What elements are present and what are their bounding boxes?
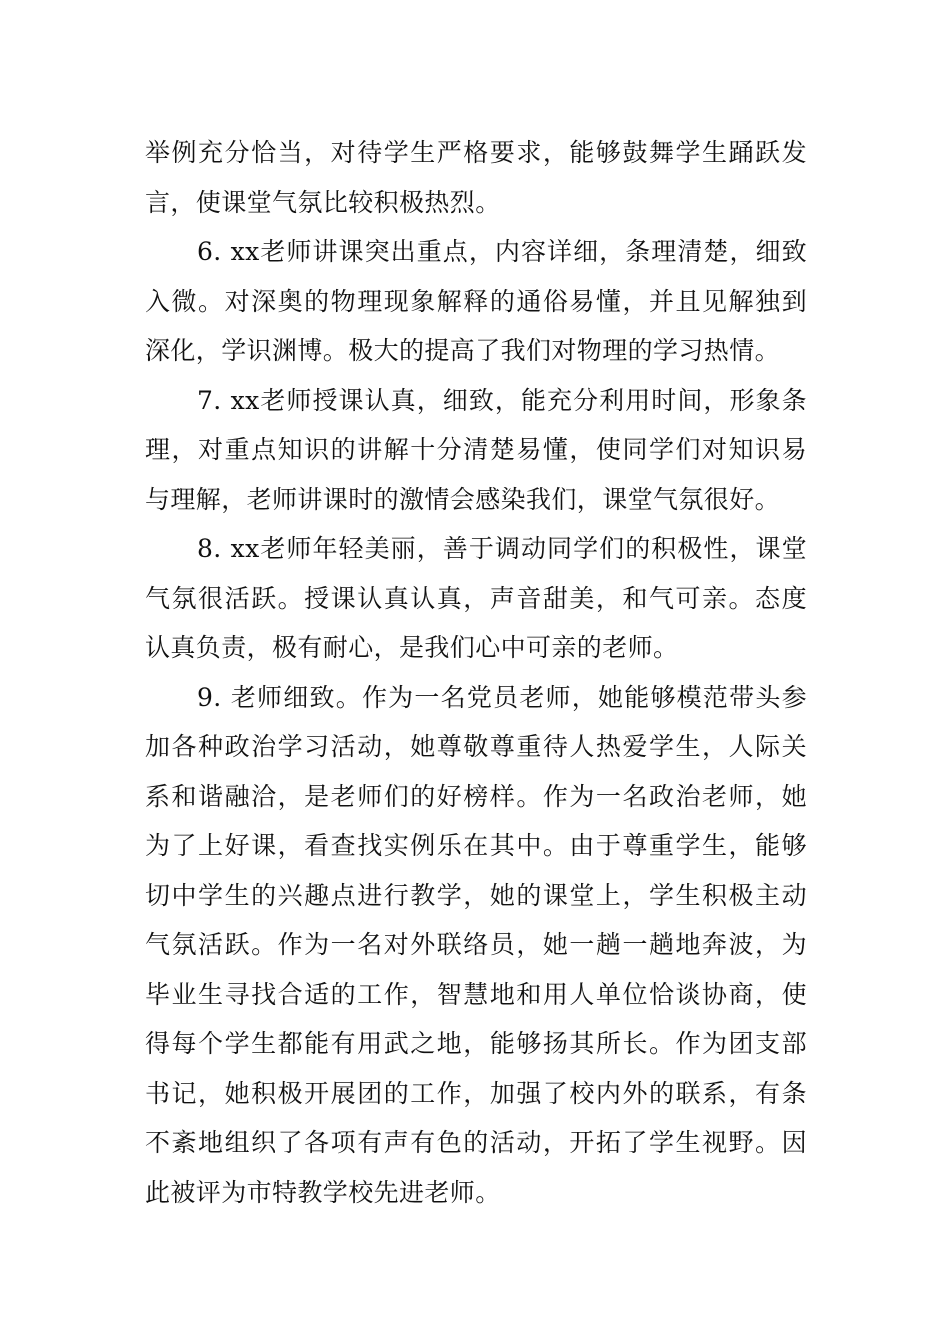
text-line: 气氛很活跃。授课认真认真，声音甜美，和气可亲。态度 [145,583,807,613]
paragraph-7 [145,376,807,525]
text-line: 8. xx老师年轻美丽，善于调动同学们的积极性，课堂 [197,534,807,563]
text-line: 书记，她积极开展团的工作，加强了校内外的联系，有条 [145,1078,807,1108]
paragraph-8 [145,524,807,673]
document-body [145,128,807,1217]
text-line: 此被评为市特教学校先进老师。 [145,1177,501,1207]
text-line: 入微。对深奥的物理现象解释的通俗易懂，并且见解独到 [145,286,807,316]
text-line: 得每个学生都能有用武之地，能够扬其所长。作为团支部 [145,1029,807,1058]
text-line: 系和谐融洽，是老师们的好榜样。作为一名政治老师，她 [145,781,807,811]
text-line: 9. 老师细致。作为一名党员老师，她能够模范带头参 [197,682,807,712]
paragraph-1 [145,128,807,227]
paragraph-6 [145,227,807,376]
text-line: 气氛活跃。作为一名对外联络员，她一趟一趟地奔波，为 [145,930,807,959]
text-line: 不紊地组织了各项有声有色的活动，开拓了学生视野。因 [145,1128,807,1157]
paragraph-9 [145,673,807,1218]
text-line: 加各种政治学习活动，她尊敬尊重待人热爱学生，人际关 [145,732,807,761]
text-line: 理，对重点知识的讲解十分清楚易懂，使同学们对知识易 [145,435,807,464]
text-line: 深化，学识渊博。极大的提高了我们对物理的学习热情。 [145,336,781,365]
text-line: 认真负责，极有耐心，是我们心中可亲的老师。 [145,633,679,662]
text-line: 与理解，老师讲课时的激情会感染我们，课堂气氛很好。 [145,484,781,514]
text-line: 言，使课堂气氛比较积极热烈。 [145,187,501,217]
text-line: 为了上好课，看查找实例乐在其中。由于尊重学生，能够 [145,831,807,860]
text-line: 举例充分恰当，对待学生严格要求，能够鼓舞学生踊跃发 [145,138,807,167]
text-line: 6. xx老师讲课突出重点，内容详细，条理清楚，细致 [197,237,807,266]
text-line: 7. xx老师授课认真，细致，能充分利用时间，形象条 [197,385,807,415]
text-line: 毕业生寻找合适的工作，智慧地和用人单位恰谈协商，使 [145,979,807,1009]
text-line: 切中学生的兴趣点进行教学，她的课堂上，学生积极主动 [145,880,807,910]
